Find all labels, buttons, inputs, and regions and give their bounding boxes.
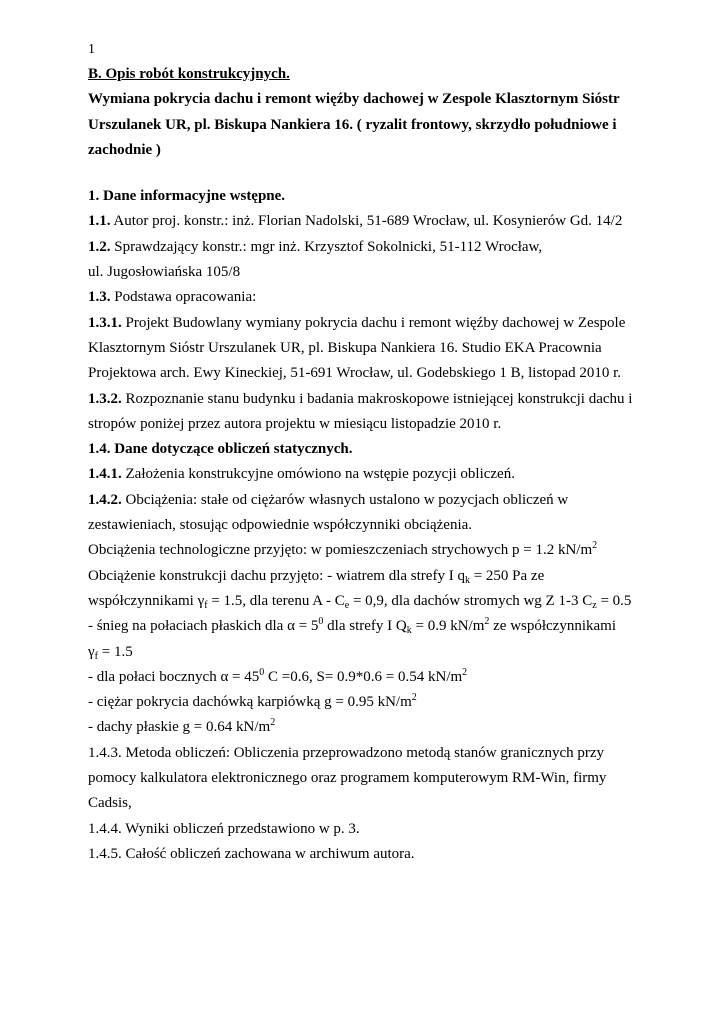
item-1-4-5: 1.4.5. Całość obliczeń zachowana w archiwum autora.: [88, 845, 415, 862]
item-1-4-3-cont: pomocy kalkulatora elektronicznego oraz programem komputerowym RM-Win, firmy: [88, 770, 607, 787]
item-text: Obciążenia: stałe od ciężarów własnych ustalono w pozycjach obliczeń w: [121, 491, 569, 508]
load-technological: Obciążenia technologiczne przyjęto: w pomieszczeniach strychowych p = 1.2 $kN/m^2$: [88, 540, 598, 559]
item-text: Sprawdzający konstr.: mgr inż. Krzysztof Sokolnicki, 51-112 Wrocław,: [110, 238, 543, 255]
item-number: 1.3.1.: [88, 314, 122, 331]
item-text: Projekt Budowlany wymiany pokrycia dachu i remont więźby dachowej w Zespole: [121, 314, 626, 331]
item-1-3-2: [88, 387, 648, 412]
item-number: 1.3.2.: [88, 390, 122, 407]
item-1-4-3-cont: Cadsis,: [88, 795, 132, 812]
load-side-slopes: - dla połaci bocznych $\alpha = 45^0$ C =0.6, S= 0.9*0.6 = 0.54 $kN/m^2$: [88, 666, 468, 685]
heading-1-4: 1.4. Dane dotyczące obliczeń statycznych.: [88, 441, 353, 458]
load-roof-tiles: - ciężar pokrycia dachówką karpiówką g = 0.95 $kN/m^2$: [88, 692, 417, 711]
document-body: [88, 62, 648, 867]
subtitle-line: zachodnie ): [88, 141, 161, 158]
item-1-3-2-cont: stropów poniżej przez autora projektu w miesiącu listopadzie 2010 r.: [88, 415, 502, 432]
item-1-1: [88, 209, 648, 234]
item-1-4-2-cont: zestawieniach, stosując odpowiednie współczynniki obciążenia.: [88, 517, 473, 534]
load-roof-wind: Obciążenie konstrukcji dachu przyjęto: - wiatrem dla strefy I $q_k = 250$ Pa ze: [88, 567, 545, 586]
item-1-3-1-cont: Klasztornym Sióstr Urszulanek UR, pl. Biskupa Nankiera 16. Studio EKA Pracownia: [88, 339, 602, 356]
item-1-2: [88, 235, 648, 260]
page-number: 1: [88, 42, 95, 57]
load-snow-coefficient: $\gamma_f = 1.5$: [88, 643, 133, 662]
item-text: Założenia konstrukcyjne omówiono na wstępie pozycji obliczeń.: [121, 466, 515, 483]
item-text: Rozpoznanie stanu budynku i badania makroskopowe istniejącej konstrukcji dachu i: [121, 390, 633, 407]
item-1-2-cont: ul. Jugosłowiańska 105/8: [88, 264, 241, 281]
load-roof-coefficients: współczynnikami $\gamma_f = 1.5$, dla terenu $A - C_e = 0,9$, dla dachów stromych wg Z 1-3 $C_z = 0.5$: [88, 592, 632, 611]
item-number: 1.4.2.: [88, 491, 122, 508]
item-1-4-2: [88, 488, 648, 513]
spacer: [88, 163, 648, 184]
load-snow: - śnieg na połaciach płaskich dla $\alpha = 5^0$ dla strefy I $Q_k = 0.9$ $kN/m^2$ ze współczynnikami: [88, 616, 617, 637]
item-number: 1.1.: [88, 213, 111, 230]
section-title: B. Opis robót konstrukcyjnych.: [88, 66, 290, 82]
item-text: Autor proj. konstr.: inż. Florian Nadolski, 51-689 Wrocław, ul. Kosynierów Gd. 14/2: [110, 213, 623, 230]
item-1-3: [88, 285, 648, 310]
subtitle-line: Wymiana pokrycia dachu i remont więźby dachowej w Zespole Klasztornym Sióstr: [88, 91, 620, 108]
item-1-4-3: 1.4.3. Metoda obliczeń: Obliczenia przeprowadzono metodą stanów granicznych przy: [88, 744, 605, 761]
item-1-3-1-cont: Projektowa arch. Ewy Kineckiej, 51-691 Wrocław, ul. Godebskiego 1 B, listopad 2010 r.: [88, 365, 622, 382]
item-number: 1.4.1.: [88, 466, 122, 483]
item-number: 1.2.: [88, 238, 111, 255]
item-1-4-1: [88, 462, 648, 487]
load-flat-roofs: - dachy płaskie g = 0.64 $kN/m^2$: [88, 717, 276, 736]
heading-1: 1. Dane informacyjne wstępne.: [88, 188, 286, 205]
item-1-4-4: 1.4.4. Wyniki obliczeń przedstawiono w p. 3.: [88, 820, 360, 837]
item-number: 1.3.: [88, 289, 111, 306]
item-text: Podstawa opracowania:: [110, 289, 257, 306]
subtitle-line: Urszulanek UR, pl. Biskupa Nankiera 16. ( ryzalit frontowy, skrzydło południowe i: [88, 116, 617, 133]
item-1-3-1: [88, 311, 648, 336]
